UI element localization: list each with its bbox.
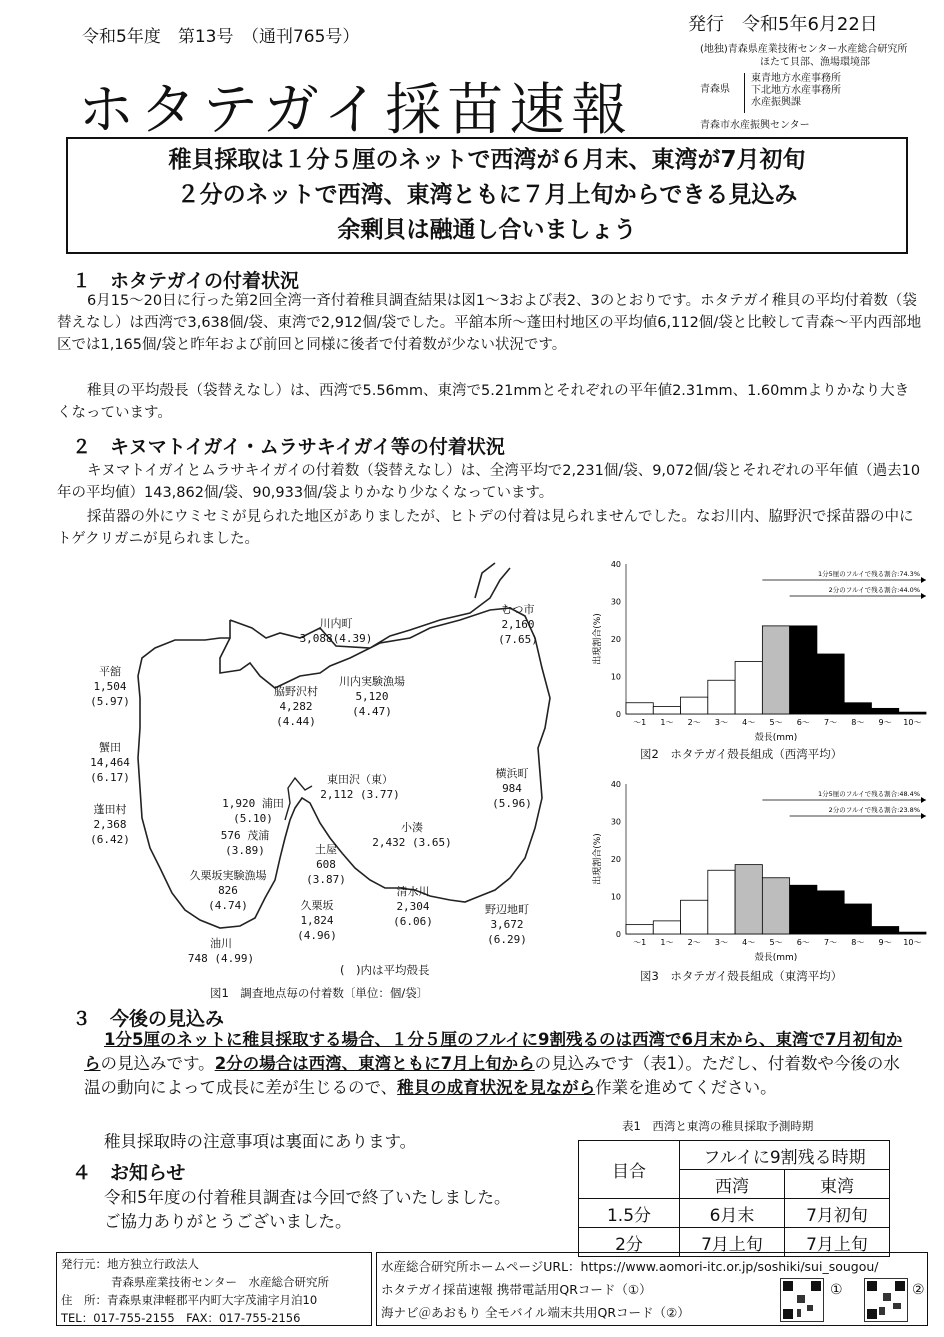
x-tick-label: 3～ [714, 938, 729, 947]
section2-p1: キヌマトイガイとムラサキイガイの付着数（袋替えなし）は、全湾平均で2,231個/袋、9,072個/袋とそれぞれの平年値（過去10年の平均値）143,862個/袋、90,933個/袋よりかなり少なくなっています。 [57, 463, 921, 501]
histogram-bar [762, 626, 789, 714]
org-line1: (地独)青森県産業技術センター水産総合研究所 [700, 44, 908, 55]
arrow-head [921, 797, 926, 803]
table-row: 1.5分 6月末 7月初旬 [579, 1199, 890, 1228]
annotation-label: 1分5厘のフルイで残る割合:74.3% [817, 570, 920, 578]
histogram-bar [626, 703, 653, 714]
x-axis-label: 殻長(mm) [754, 953, 798, 963]
qr-code-icon[interactable] [780, 1278, 824, 1322]
publisher-label: 発行元：地方独立行政法人 [61, 1257, 199, 1271]
site-label: 川内実験漁場 5,120 (4.47) [339, 675, 405, 718]
site-label: 東田沢（東） 2,112 (3.77) [320, 773, 400, 801]
section3-p1: 1分5厘のネットに稚貝採取する場合、１分５厘のフルイに9割残るのは西湾で6月末から、東湾で7月初旬からの見込みです。2分の場合は西湾、東湾ともに7月上旬からの見込みです（表1）。ただし、付着数や今後の水温の動向によって成長に差が生じるので、稚貝の成育状況を見ながら作業を進めてください。 [84, 1030, 903, 1097]
site-label: 油川 748 (4.99) [187, 937, 255, 965]
chart-west-caption: 図2 ホタテガイ殻長組成（西湾平均） [640, 747, 843, 761]
headline-line2: ２分のネットで西湾、東湾ともに７月上旬からできる見込み [176, 182, 798, 208]
annotation-label: 2分のフルイで残る割合:44.0% [828, 586, 920, 594]
org-line-last: 青森市水産振興センター [700, 120, 810, 131]
x-tick-label: 8～ [851, 718, 865, 727]
y-axis-label: 出現割合(%) [593, 613, 603, 665]
x-tick-label: 3～ [714, 718, 729, 727]
histogram-bar [626, 925, 653, 934]
y-tick-label: 40 [610, 780, 621, 789]
x-axis-label: 殻長(mm) [754, 733, 798, 743]
y-tick-label: 20 [610, 855, 621, 864]
publisher-tel: TEL：017-755-2155 FAX：017-755-2156 [61, 1311, 301, 1325]
x-tick-label: 4～ [742, 718, 756, 727]
histogram-bar [681, 900, 708, 934]
site-label: むつ市 2,160 (7.65) [498, 603, 538, 646]
y-tick-label: 20 [610, 635, 621, 644]
section1-p2: 稚貝の平均殻長（袋替えなし）は、西湾で5.56mm、東湾で5.21mmとそれぞれの平年値2.31mm、1.60mmよりかなり大きくなっています。 [57, 383, 910, 421]
publisher-address: 住 所：青森県東津軽郡平内町大字茂浦字月泊10 [61, 1293, 318, 1307]
site-label: 蓬田村 2,368 (6.42) [90, 803, 130, 846]
site-label: 横浜町 984 (5.96) [492, 767, 532, 810]
x-tick-label: 2～ [687, 938, 701, 947]
table-row: 2分 7月上旬 7月上旬 [579, 1228, 890, 1257]
y-tick-label: 0 [615, 710, 621, 719]
histogram-bar [899, 712, 926, 714]
site-label: 清水川 2,304 (6.06) [393, 885, 433, 928]
histogram-bar [790, 885, 817, 934]
headline-box [66, 137, 908, 254]
x-tick-label: 5～ [769, 718, 783, 727]
site-label: 576 茂浦 (3.89) [220, 829, 270, 857]
site-label: 脇野沢村 4,282 (4.44) [274, 685, 318, 728]
section2-p2: 採苗器の外にウミセミが見られた地区がありましたが、ヒトデの付着は見られませんでした。なお川内、脇野沢で採苗器の中にトゲクリガニが見られました。 [57, 509, 914, 547]
y-tick-label: 40 [610, 560, 621, 569]
org-office1: 東青地方水産事務所 [751, 73, 841, 84]
site-label: 小湊 2,432 (3.65) [372, 821, 452, 849]
forecast-highlight-3: 稚貝の成育状況を見ながら [397, 1078, 596, 1097]
x-tick-label: 7～ [823, 938, 838, 947]
annotation-label: 1分5厘のフルイで残る割合:48.4% [817, 790, 920, 798]
section2-heading: ２ キヌマトイガイ・ムラサキイガイ等の付着状況 [72, 436, 505, 458]
site-label: 平舘 1,504 (5.97) [90, 665, 130, 708]
map-legend-note: ( )内は平均殻長 [340, 963, 430, 977]
histogram-bar [790, 626, 817, 714]
forecast-highlight-2: 2分の場合は西湾、東湾ともに7月上旬から [214, 1054, 535, 1073]
x-tick-label: 10～ [903, 938, 922, 947]
x-tick-label: ～1 [633, 718, 647, 727]
publisher-box [56, 1252, 372, 1326]
annotation-label: 2分のフルイで残る割合:23.8% [828, 806, 920, 814]
homepage-url[interactable]: 水産総合研究所ホームページURL：https://www.aomori-itc.or.jp/soshiki/sui_sougou/ [381, 1259, 879, 1274]
qr-code-icon[interactable] [864, 1278, 908, 1322]
histogram-bar [681, 697, 708, 714]
site-label: 1,920 浦田 (5.10) [222, 797, 284, 825]
org-office2: 下北地方水産事務所 [751, 85, 841, 96]
publisher-org: 青森県産業技術センター 水産総合研究所 [111, 1275, 330, 1289]
histogram-bar [735, 865, 762, 934]
headline-line1: 稚貝採取は１分５厘のネットで西湾が６月末、東湾が7月初旬 [168, 147, 806, 173]
org-offices [744, 73, 841, 113]
map-caption: 図1 調査地点毎の付着数〔単位：個/袋〕 [210, 986, 429, 1000]
y-tick-label: 30 [610, 817, 621, 827]
org-pref: 青森県 [700, 84, 730, 95]
histogram-bar [817, 654, 844, 714]
x-tick-label: 9～ [878, 938, 892, 947]
table-header-mesh: 目合 [579, 1141, 680, 1199]
site-label: 久栗坂 1,824 (4.96) [297, 899, 337, 942]
section3-heading: ３ 今後の見込み [72, 1008, 225, 1030]
chart-east [588, 768, 938, 968]
site-label: 野辺地町 3,672 (6.29) [485, 903, 529, 946]
arrow-head [921, 593, 926, 599]
site-label: 久栗坂実験漁場 826 (4.74) [189, 869, 267, 912]
table-header-group: フルイに9割残る時期 [680, 1141, 890, 1170]
histogram-bar [871, 708, 898, 714]
histogram-bar [817, 891, 844, 934]
section4-heading: ４ お知らせ [72, 1162, 186, 1184]
arrow-head [921, 813, 926, 819]
x-tick-label: 6～ [796, 718, 810, 727]
table-header-west: 西湾 [680, 1170, 785, 1199]
x-tick-label: 8～ [851, 938, 865, 947]
x-tick-label: 1～ [660, 938, 674, 947]
chart-west [588, 548, 938, 748]
org-line2: ほたて貝部、漁場環境部 [760, 57, 870, 68]
y-tick-label: 10 [610, 892, 621, 902]
site-label: 蟹田 14,464 (6.17) [90, 741, 130, 784]
issue-number: 令和5年度 第13号 （通刊765号） [82, 27, 360, 47]
headline-line3: 余剰貝は融通し合いましょう [337, 217, 637, 243]
histogram-bar [708, 680, 735, 714]
chart-east-caption: 図3 ホタテガイ殻長組成（東湾平均） [640, 969, 843, 983]
x-tick-label: 7～ [823, 718, 838, 727]
histogram-bar [762, 878, 789, 934]
section3-p2: 稚貝採取時の注意事項は裏面にあります。 [104, 1132, 417, 1151]
qr1-text: ホタテガイ採苗速報 携帯電話用QRコード（①） [381, 1282, 652, 1297]
histogram-bar [653, 921, 680, 934]
qr1-mark: ① [830, 1282, 843, 1298]
x-tick-label: 4～ [742, 938, 756, 947]
y-tick-label: 0 [615, 930, 621, 939]
x-tick-label: 2～ [687, 718, 701, 727]
table-header-east: 東湾 [784, 1170, 889, 1199]
histogram-bar [844, 904, 871, 934]
y-axis-label: 出現割合(%) [593, 833, 603, 885]
x-tick-label: 10～ [903, 718, 922, 727]
table1-caption: 表1 西湾と東湾の稚貝採取予測時期 [622, 1119, 814, 1133]
qr2-mark: ② [912, 1282, 925, 1298]
forecast-table [578, 1140, 890, 1257]
section1-p1: 6月15～20日に行った第2回全湾一斉付着稚貝調査結果は図1～3および表2、3のとおりです。ホタテガイ稚貝の平均付着数（袋替えなし）は西湾で3,638個/袋、東湾で2,912個/袋でした。平舘本所～蓬田村地区の平均値6,112個/袋と比較して青森～平内西部地区では1,165個/袋と昨年および前回と同様に後者で付着数が少ない状況です。 [57, 293, 922, 353]
x-tick-label: ～1 [633, 938, 647, 947]
page-title: ホタテガイ採苗速報 [78, 78, 634, 143]
x-tick-label: 1～ [660, 718, 674, 727]
org-office3: 水産振興課 [751, 97, 801, 108]
histogram-bar [735, 662, 762, 715]
site-label: 川内町 3,088(4.39) [299, 617, 373, 645]
links-box [376, 1252, 928, 1326]
forecast-highlight-1: 1分5厘のネットに稚貝採取する場合、１分５厘のフルイに9割残るのは西湾で6月末から、東湾で7月初旬から [84, 1030, 903, 1073]
histogram-bar [653, 707, 680, 715]
histogram-bar [708, 870, 735, 934]
x-tick-label: 5～ [769, 938, 783, 947]
site-label: 土屋 608 (3.87) [306, 843, 346, 886]
x-tick-label: 6～ [796, 938, 810, 947]
y-tick-label: 30 [610, 597, 621, 607]
y-tick-label: 10 [610, 672, 621, 682]
qr2-text: 海ナビ＠あおもり 全モバイル端末共用QRコード（②） [381, 1305, 690, 1320]
histogram-bar [871, 927, 898, 935]
arrow-head [921, 577, 926, 583]
histogram-bar [899, 932, 926, 934]
publish-date: 発行 令和5年6月22日 [688, 14, 878, 35]
section4-body: 令和5年度の付着稚貝調査は今回で終了いたしました。 ご協力ありがとうございました。 [104, 1188, 511, 1231]
section1-heading: １ ホタテガイの付着状況 [72, 270, 300, 292]
histogram-bar [844, 703, 871, 714]
x-tick-label: 9～ [878, 718, 892, 727]
